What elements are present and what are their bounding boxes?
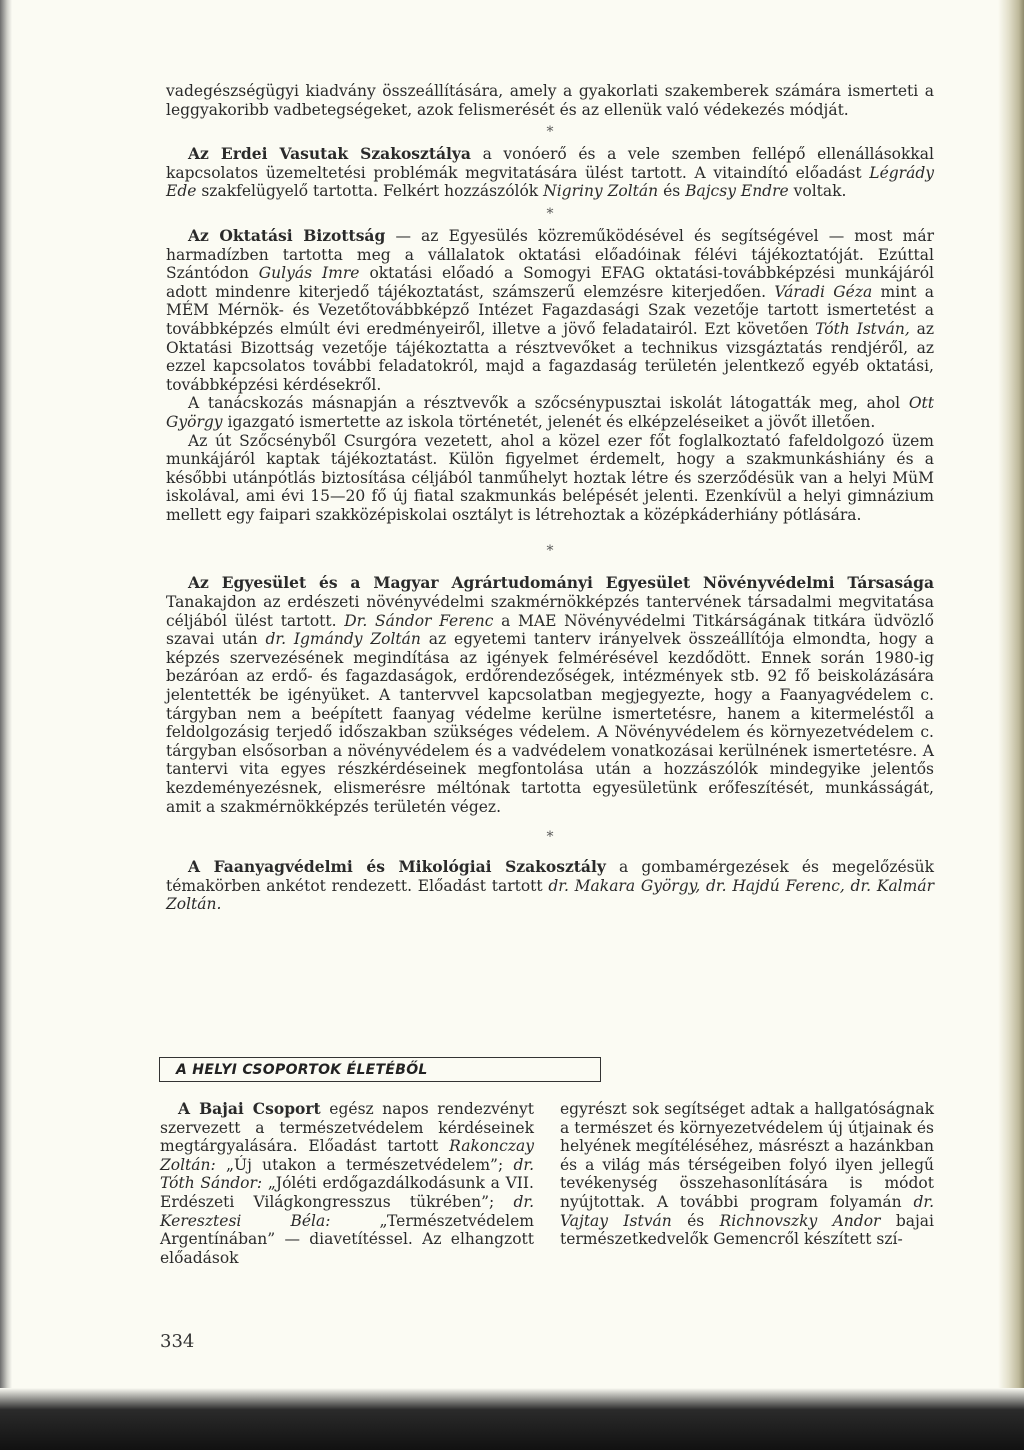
bajai-name-1: Rakonczay Zoltán: [160, 1137, 534, 1174]
intro-paragraph: vadegészségügyi kiadvány összeállítására, amely a gyakorlati szakemberek számára ismerteti a leggyakoribb vadbetegségeket, azok felismerését és az ellenük való védekezés módját. [166, 82, 934, 119]
noveny-paragraph [166, 574, 934, 816]
bajai-text-3: „Jóléti erdőgazdálkodásunk a VII. Erdészeti Világkongresszus tükrében”; [160, 1174, 534, 1211]
erdei-name-2: Nigriny Zoltán [543, 182, 659, 201]
scan-edge-right [998, 0, 1024, 1450]
separator-star: * [546, 205, 554, 222]
bajai-paragraph [160, 1100, 534, 1267]
section-header-box [159, 1057, 601, 1082]
bajai-col2-name-2: Richnovszky Andor [719, 1211, 881, 1230]
bajai-heading: A Bajai Csoport [178, 1099, 321, 1118]
oktatasi-p2-name: Ott György [166, 394, 934, 431]
scan-edge-bottom [0, 1388, 1024, 1450]
bajai-text-2: „Új utakon a természetvédelem”; [215, 1155, 514, 1174]
separator-star: * [546, 124, 554, 141]
oktatasi-heading: Az Oktatási Bizottság [188, 225, 386, 245]
bajai-col2-name-1: dr. Vajtay István [560, 1192, 934, 1230]
oktatasi-paragraph-3: Az út Szőcsényből Csurgóra vezetett, ahol a közel ezer főt foglalkoztató fafeldolgozó üzem munkájáról kaptak tájékoztatást. Külön figyelmet érdemelt, hogy a szakmunkáshiány és a későbbi utánpótlás biztosítása céljából tanműhelyt hoztak létre és szerződésük van a helyi MüM iskolával, ami évi 15—20 fő új fiatal szakmunkás belépését jelenti. Ezenkívül a helyi gimnázium mellett egy faipari szakközépiskolai osztályt is létrehoztak a középkáderhiány pótlására. [166, 431, 934, 524]
oktatasi-name-1: Gulyás Imre [258, 264, 360, 283]
noveny-heading: Az Egyesület és a Magyar Agrártudományi Egyesület Növényvédelmi Társasága [188, 573, 934, 593]
faanyag-heading: A Faanyagvédelmi és Mikológiai Szakosztály [188, 857, 606, 877]
left-column [160, 1100, 534, 1267]
oktatasi-p2-text-1: A tanácskozás másnapján a résztvevők a szőcsénypusztai iskolát látogatták meg, ahol [188, 394, 909, 413]
erdei-text-2: szakfelügyelő tartotta. Felkért hozzászólók [196, 182, 544, 201]
erdei-name-1: Légrády Ede [166, 163, 934, 201]
bajai-col2-text-1: egyrészt sok segítséget adtak a hallgatóságnak a természet és környezetvédelem új útjainak és helyének megítéléséhez, másrészt a hazánkban és a világ más térségeiben folyó ilyen jellegű tevékenység összehasonlítására is módot nyújtottak. A további program folyamán [560, 1100, 934, 1211]
noveny-name-1: Dr. Sándor Ferenc [344, 611, 494, 630]
bajai-col2-text-3: bajai természetkedvelők Gemencről készített szí- [560, 1211, 934, 1249]
scan-edge-left [0, 0, 12, 1450]
oktatasi-text-1: — az Egyesülés közreműködésével és segítségével — most már harmadízben tartotta meg a vállalatok oktatási előadóinak félévi tájékoztatóját. Ezúttal Szántódon [166, 226, 934, 283]
erdei-heading: Az Erdei Vasutak Szakosztálya [188, 144, 471, 164]
noveny-text-1: Tanakajdon az erdészeti növényvédelmi szakmérnökképzés tantervének társadalmi megvitatása céljából ülést tartott. [166, 593, 934, 630]
erdei-paragraph [166, 145, 934, 201]
page-body [166, 82, 934, 914]
page-number: 334 [160, 1331, 195, 1352]
oktatasi-text-3: mint a MÉM Mérnök- és Vezetőtovábbképző Intézet Fagazdasági Szak vezetője tartott ismertetést a továbbképzés elmúlt évi eredményeiről, illetve a jövő feladatairól. Ezt követően [166, 282, 934, 338]
bajai-name-3: dr. Keresztesi Béla: [160, 1192, 534, 1230]
erdei-text-1: a vonóerő és a vele szemben fellépő ellenállásokkal kapcsolatos üzemeltetési problémák megvitatására ülést tartott. A vitaindító előadást [166, 145, 934, 182]
bajai-text-4: „Természetvédelem Argentínában” — diavetítéssel. Az elhangzott előadások [160, 1211, 534, 1267]
oktatasi-p2-text-2: igazgató ismertette az iskola történetét, jelenét és elképzeléseiket a jövőt illetően. [222, 412, 876, 431]
oktatasi-text-2: oktatási előadó a Somogyi EFAG oktatási-továbbképzési munkájáról adott mindenre kiterjedő tájékoztatást, számszerű elemzésre kiterjedően. [166, 264, 935, 301]
noveny-text-2: a MAE Növényvédelmi Titkárságának titkára üdvözlő szavai után [166, 611, 935, 649]
bajai-name-2: dr. Tóth Sándor: [160, 1155, 534, 1193]
noveny-text-3: az egyetemi tanterv irányelvek összeállítója elmondta, hogy a képzés szervezésének megindítása az igények felmérésével kezdődött. Ennek során 1980-ig bezáróan az erdő- és fagazdaságok, erdőrendezőségek, intézmények stb. 92 fő beiskolázására jelentették be igényüket. A tantervvel kapcsolatban megjegyezte, hogy a Faanyagvédelem c. tárgyban nem a beépített faanyag védelme kerülne ismertetésre, hanem a kitermeléstől a feldolgozásig terjedő időszakban szükséges védelem. A Növényvédelem és környezetvédelem c. tárgyban elsősorban a növényvédelem és a vadvédelem vonatkozásai kerülnének ismertetésre. A tantervi vita egyes részkérdéseinek megfontolása után a hozzászólók mindegyike jelentős kezdeményezésnek, elismerésre méltónak tartotta egyesületünk erőfeszítését, munkásságát, amit a szakmérnökképzés területén végez. [166, 630, 935, 816]
oktatasi-paragraph-2 [166, 394, 934, 431]
erdei-text-3: és [658, 182, 686, 201]
oktatasi-name-2: Váradi Géza [774, 282, 873, 301]
faanyag-text-1: a gombamérgezések és megelőzésük témakörben ankétot rendezett. Előadást tartott [166, 858, 934, 895]
separator-star: * [546, 829, 554, 846]
section-header-rule [159, 1081, 601, 1082]
section-header-title: A HELYI CSOPORTOK ÉLETÉBŐL [176, 1062, 428, 1078]
erdei-name-3: Bajcsy Endre [685, 182, 789, 201]
faanyag-paragraph [166, 858, 934, 914]
oktatasi-text-4: az Oktatási Bizottság vezetője tájékoztatta a résztvevőket a technikus vizsgáztatás rendjéről, az ezzel kapcsolatos további feladatokról, majd a fagazdaság területén jelentkező egyéb oktatási, továbbképzési kérdésekről. [166, 319, 934, 394]
bajai-continuation [560, 1100, 934, 1249]
right-column [560, 1100, 934, 1267]
noveny-name-2: dr. Igmándy Zoltán [265, 630, 421, 649]
bajai-text-1: egész napos rendezvényt szervezett a természetvédelem kérdéseinek megtárgyalására. Előadást tartott [160, 1100, 535, 1156]
two-column-body [160, 1100, 934, 1267]
erdei-text-4: voltak. [788, 182, 847, 201]
separator-star: * [546, 543, 554, 560]
bajai-col2-text-2: és [671, 1211, 720, 1230]
oktatasi-paragraph [166, 227, 934, 394]
faanyag-names: dr. Makara György, dr. Hajdú Ferenc, dr. Kalmár Zoltán. [166, 876, 934, 914]
oktatasi-name-3: Tóth István, [815, 319, 910, 338]
